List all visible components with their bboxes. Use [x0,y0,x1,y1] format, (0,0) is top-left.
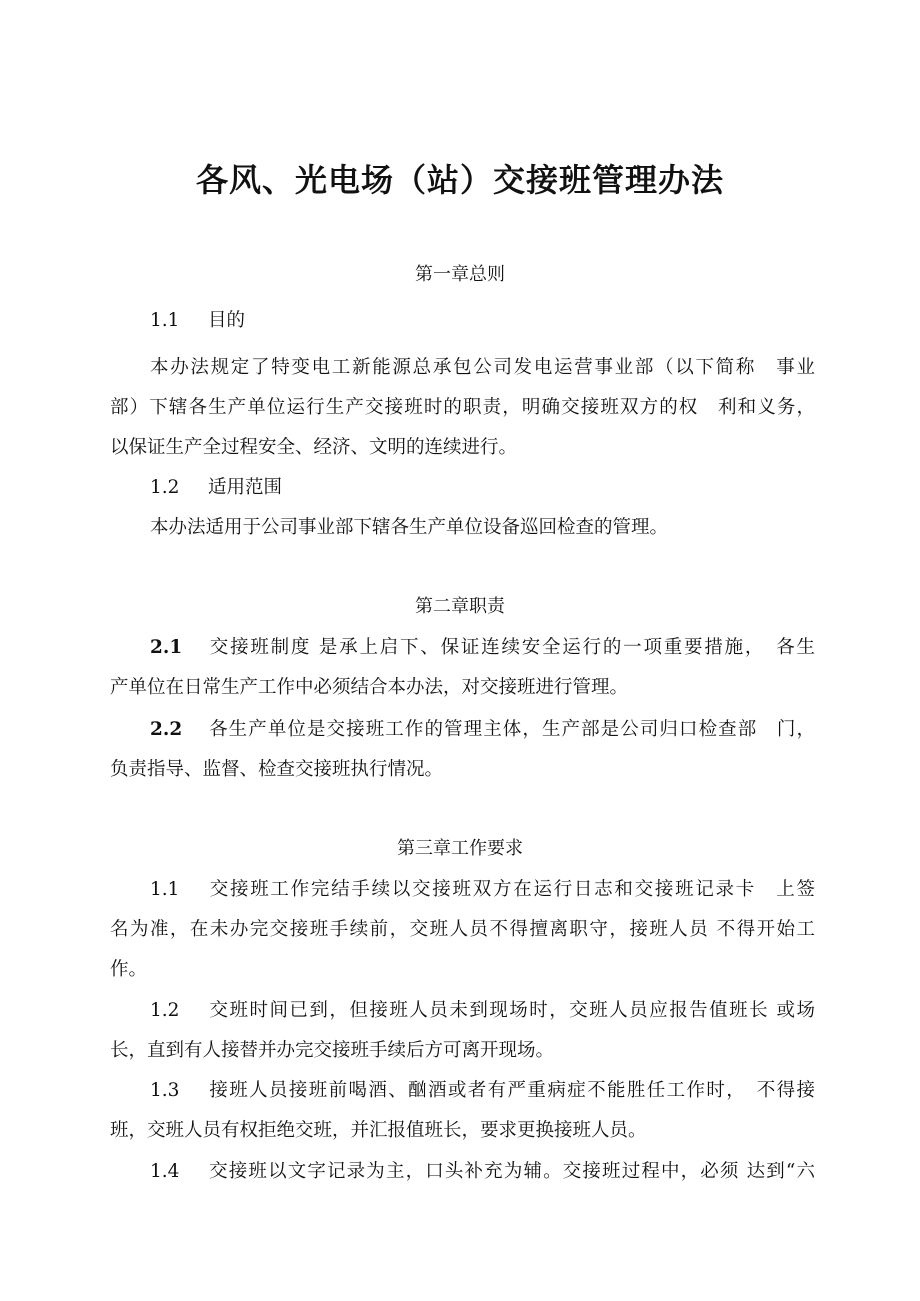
clause-number: 2.1 [150,637,183,658]
clause-line [150,715,815,741]
clause-line: 产单位在日常生产工作中必须结合本办法，对交接班进行管理。 [110,677,629,698]
paragraph-line: 以保证生产全过程安全、经济、文明的连续进行。 [110,437,518,458]
section-number: 1.1 [150,310,180,331]
section-label: 适用范围 [208,477,283,498]
clause-number: 2.2 [150,719,183,740]
section-number: 1.2 [150,477,180,498]
clause-line [150,996,815,1022]
clause-line [150,875,815,901]
chapter-three-heading: 第三章工作要求 [397,838,523,859]
clause-line: 负责指导、监督、检查交接班执行情况。 [110,759,444,780]
clause-text: 接班人员接班前喝酒、酗酒或者有严重病症不能胜任工作时， 不得接 [208,1080,815,1101]
clause-line: 长，直到有人接替并办完交接班手续后方可离开现场。 [110,1040,555,1061]
clause-number: 1.3 [150,1080,180,1101]
clause-number: 1.1 [150,879,180,900]
clause-text: 交接班以文字记录为主，口头补充为辅。交接班过程中，必须 达到“六 [208,1161,815,1182]
chapter-one-heading: 第一章总则 [415,264,505,285]
paragraph-line: 本办法适用于公司事业部下辖各生产单位设备巡回检查的管理。 [150,517,669,538]
section-heading-scope [150,473,282,499]
clause-text: 各生产单位是交接班工作的管理主体，生产部是公司归口检查部 门， [208,719,815,740]
clause-number: 1.2 [150,1000,180,1021]
clause-line: 名为准，在未办完交接班手续前，交班人员不得擅离职守，接班人员 不得开始工 [110,919,815,940]
clause-text: 交接班制度 是承上启下、保证连续安全运行的一项重要措施， 各生 [208,637,815,658]
clause-number: 1.4 [150,1161,180,1182]
paragraph-line: 本办法规定了特变电工新能源总承包公司发电运营事业部（以下简称 事业 [150,357,815,378]
chapter-two-heading: 第二章职责 [415,596,505,617]
document-title: 各风、光电场（站）交接班管理办法 [195,161,724,199]
clause-line: 作。 [110,959,148,980]
clause-line [150,633,815,659]
section-heading-purpose [150,306,245,332]
clause-line: 班，交班人员有权拒绝交班，并汇报值班长，要求更换接班人员。 [110,1120,647,1141]
section-label: 目的 [208,310,246,331]
clause-line [150,1076,815,1102]
clause-text: 交接班工作完结手续以交接班双方在运行日志和交接班记录卡 上签 [208,879,815,900]
paragraph-line: 部）下辖各生产单位运行生产交接班时的职责，明确交接班双方的权 利和义务， [110,397,815,418]
clause-text: 交班时间已到，但接班人员未到现场时，交班人员应报告值班长 或场 [208,1000,815,1021]
clause-line [150,1157,815,1183]
